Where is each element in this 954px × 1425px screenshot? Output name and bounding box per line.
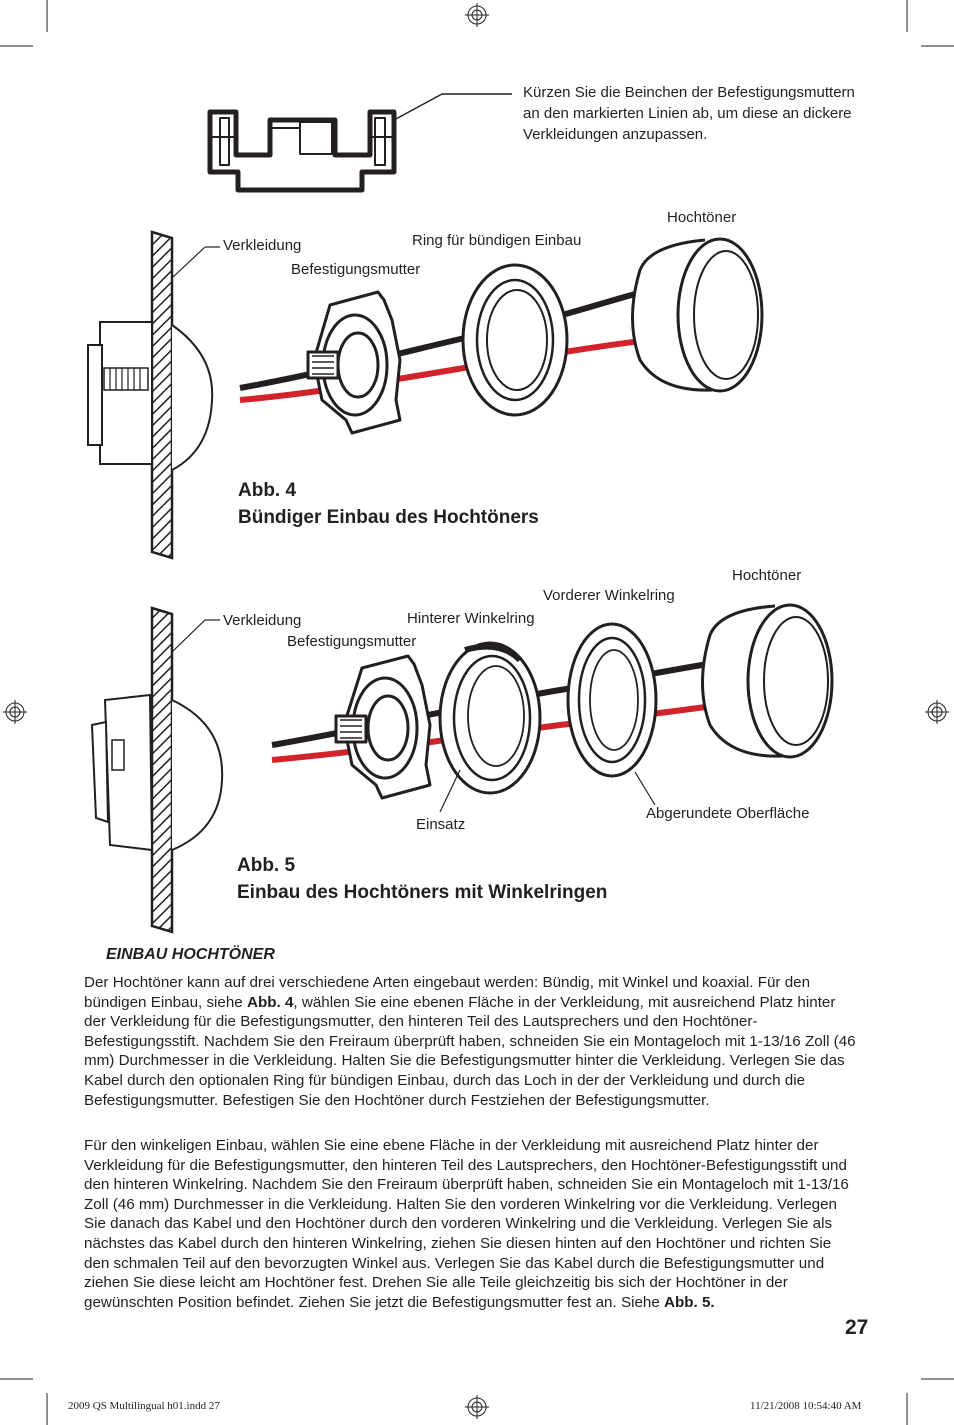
slug-datetime: 11/21/2008 10:54:40 AM — [750, 1400, 862, 1412]
fig5-label-insert: Einsatz — [416, 816, 466, 833]
fig4-label-tweeter: Hochtöner — [667, 209, 737, 226]
p2-text: Für den winkeligen Einbau, wählen Sie eine ebene Fläche in der Verkleidung mit ausreichend Platz hinter der Verkleidung für die Befestigungsmutter, den hinteren Teil des Lautsprechers, den Hochtöner-Befestigungsstift und den hinteren Winkelring. Nachdem Sie den Freiraum überprüft haben, schneiden Sie ein Montageloch mit 1-13/16 Zoll (46 mm) Durchmesser in die Verkleidung. Halten Sie den vorderen Winkelring vor die Verkleidung. Verlegen Sie danach das Kabel und den Hochtöner durch den vorderen Winkelring und die Verkleidung. Verlegen Sie als nächstes das Kabel durch den hinteren Winkelring, ziehen Sie diesen hinten auf den Hochtöner und richten Sie den schmalen Teil auf den bevorzugten Winkel aus. Verlegen Sie das Kabel durch die Befestigungsmutter und ziehen Sie diese leicht am Hochtöner fest. Drehen Sie alle Teile gleichzeitig bis sich der Hochtöner in der gewünschten Position befindet. Ziehen Sie jetzt die Befestigungsmutter fest an. Siehe — [84, 1137, 849, 1311]
section-heading: EINBAU HOCHTÖNER — [106, 946, 275, 963]
fig4-caption-title: Bündiger Einbau des Hochtöners — [238, 507, 539, 528]
nut-profile-drawing — [210, 94, 512, 190]
fig4-caption-number: Abb. 4 — [238, 480, 297, 501]
p1-text-b: , wählen Sie eine ebenen Fläche in der Verkleidung, mit ausreichend Platz hinter der Verkleidung für die Befestigungsmutter, den hinteren Teil des Lautsprechers und den Hochtöner-Befestigungsstift. Nachdem Sie den Freiraum überprüft haben, schneiden Sie ein Montageloch mit 1-13/16 Zoll (46 mm) Durchmesser in die Verkleidung. Halten Sie die Befestigungsmutter hinter die Verkleidung. Verlegen Sie das Kabel durch den optionalen Ring für bündigen Einbau, durch das Loch in der der Verkleidung und durch die Befestigungsmutter. Befestigen Sie den Hochtöner durch Festziehen der Befestigungsmutter. — [84, 993, 856, 1109]
trim-note: Kürzen Sie die Beinchen der Befestigungsmuttern an den markierten Linien ab, um diese an dickere Verkleidungen anzupassen. — [523, 84, 855, 143]
fig5-caption-title: Einbau des Hochtöners mit Winkelringen — [237, 882, 608, 903]
fig5-label-trim: Verkleidung — [223, 612, 302, 629]
page-number: 27 — [845, 1316, 869, 1339]
p1-text-a: Der Hochtöner kann auf drei verschiedene Arten eingebaut werden: Bündig, mit Winkel und koaxial. Für den bündigen Einbau, siehe — [84, 974, 811, 1011]
fig5-label-tweeter: Hochtöner — [732, 567, 802, 584]
fig4-label-ring: Ring für bündigen Einbau — [412, 232, 582, 249]
p1-figure-ref: Abb. 4 — [246, 993, 294, 1011]
fig5-label-rounded-surface: Abgerundete Oberfläche — [646, 805, 810, 822]
fig5-label-nut: Befestigungsmutter — [287, 633, 417, 650]
p2-figure-ref: Abb. 5. — [664, 1293, 715, 1311]
slug-filename: 2009 QS Multilingual h01.indd 27 — [68, 1400, 220, 1412]
fig5-label-rear-ring: Hinterer Winkelring — [407, 610, 535, 627]
fig5-caption-number: Abb. 5 — [237, 855, 296, 876]
fig4-label-trim: Verkleidung — [223, 237, 302, 254]
fig5-label-front-ring: Vorderer Winkelring — [543, 587, 675, 604]
paragraph-flush-mount — [84, 973, 859, 1110]
paragraph-angle-mount — [84, 1136, 859, 1312]
fig5-caption — [237, 852, 607, 906]
fig4-label-nut: Befestigungsmutter — [291, 261, 421, 278]
fig4-caption — [238, 477, 539, 531]
